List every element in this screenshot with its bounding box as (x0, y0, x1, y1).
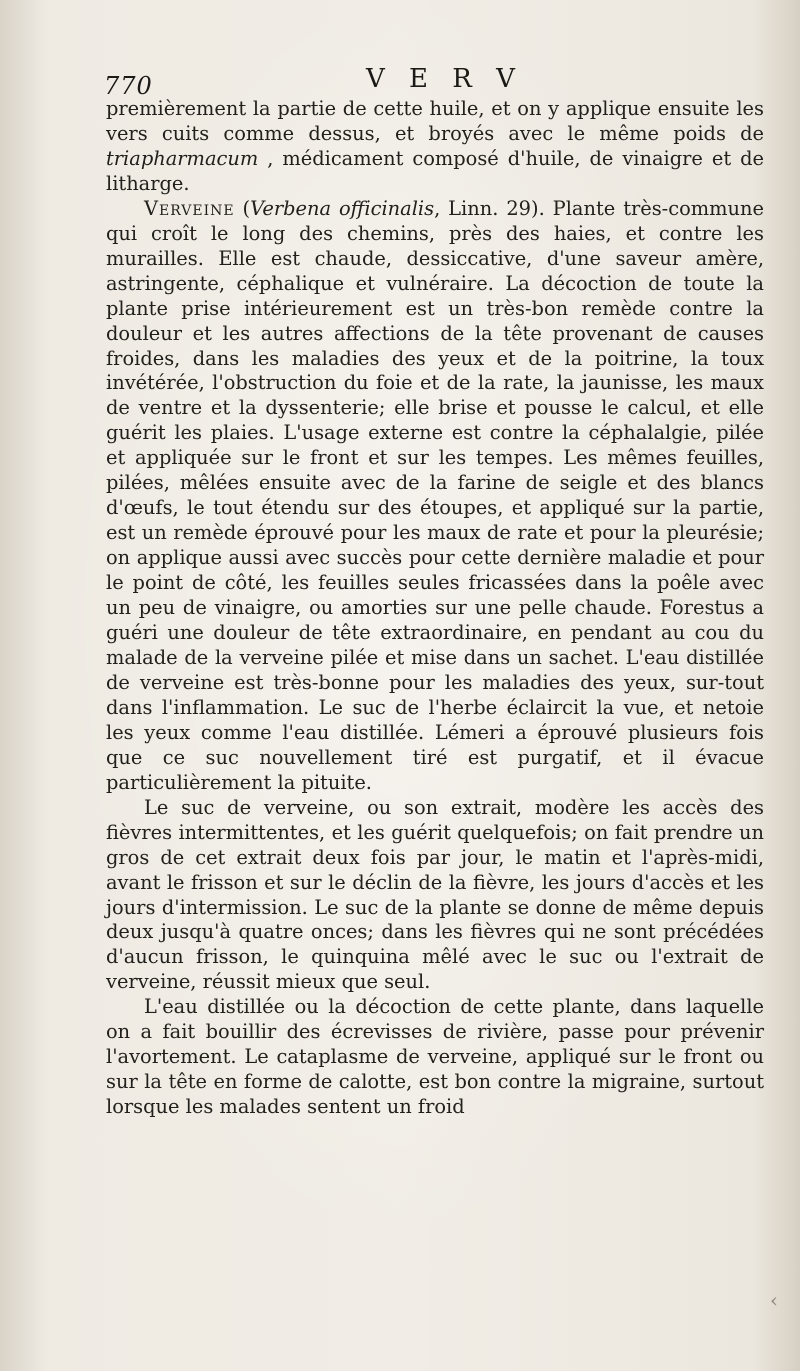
paragraph-text: premièrement la partie de cette huile, et on y applique ensuite les vers cuits comme dessus, et broyés avec le même poids de (106, 97, 764, 145)
margin-mark: ‹ (770, 1288, 778, 1312)
page-number: 770 (104, 72, 153, 100)
paragraph-text: Le suc de verveine, ou son extrait, modère les accès des fièvres intermittentes, et les guérit quelquefois; on fait prendre un gros de cet extrait deux fois par jour, le matin et l'après-midi, avant le frisson et sur le déclin de la fièvre, les jours d'accès et les jours d'intermission. Le suc de la plante se donne de même depuis deux jusqu'à quatre onces; dans les fièvres qui ne sont précédées d'aucun frisson, le quinquina mêlé avec le suc ou l'extrait de verveine, réussit mieux que seul. (106, 795, 764, 994)
italic-term: triapharmacum (106, 146, 259, 170)
paragraph-text: Linn. 29). Plante très-commune qui croît le long des chemins, près des haies, et contre les murailles. Elle est chaude, dessiccative, d'une saveur amère, astringente, céphalique et vulnéraire. La décoction de toute la plante prise intérieurement est un très-bon remède contre la douleur et les autres affections de la tête provenant de causes froides, dans les maladies des yeux et de la poitrine, la toux invétérée, l'obstruction du foie et de la rate, la jaunisse, les maux de ventre et la dyssenterie; elle brise et pousse le calcul, et elle guérit les plaies. L'usage externe est contre la céphalalgie, pilée et appliquée sur le front et sur les tempes. Les mêmes feuilles, pilées, mêlées ensuite avec de la farine de seigle et des blancs d'œufs, le tout étendu sur des étoupes, et appliqué sur la partie, est un remède éprouvé pour les maux de rate et pour la pleurésie; on applique aussi avec succès pour cette dernière maladie et pour le point de côté, les feuilles seules fricassées dans la poêle avec un peu de vinaigre, ou amorties sur une pelle chaude. Forestus a guéri une douleur de tête extraordinaire, en pendant au cou du malade de la verveine pilée et mise dans un sachet. L'eau distillée de verveine est très-bonne pour les maladies des yeux, sur-tout dans l'inflammation. Le suc de l'herbe éclaircit la vue, et netoie les yeux comme l'eau distillée. Lémeri a éprouvé plusieurs fois que ce suc nouvellement tiré est purgatif, et il évacue particulièrement la pituite. (106, 196, 764, 794)
header-title: V E R V (366, 64, 523, 94)
entry-paragraph: Verveine (Verbena officinalis, Linn. 29). Plante très-commune qui croît le long des chemins, près des haies, et contre les murailles. Elle est chaude, dessiccative, d'une saveur amère, astringente, céphalique et vulnéraire. La décoction de toute la plante prise intérieurement est un très-bon remède contre la douleur et les autres affections de la tête provenant de causes froides, dans les maladies des yeux et de la poitrine, la toux invétérée, l'obstruction du foie et de la rate, la jaunisse, les maux de ventre et la dyssenterie; elle brise et pousse le calcul, et elle guérit les plaies. L'usage externe est contre la céphalalgie, pilée et appliquée sur le front et sur les tempes. Les mêmes feuilles, pilées, mêlées ensuite avec de la farine de seigle et des blancs d'œufs, le tout étendu sur des étoupes, et appliqué sur la partie, est un remède éprouvé pour les maux de rate et pour la pleurésie; on applique aussi avec succès pour cette dernière maladie et pour le point de côté, les feuilles seules fricassées dans la poêle avec un peu de vinaigre, ou amorties sur une pelle chaude. Forestus a guéri une douleur de tête extraordinaire, en pendant au cou du malade de la verveine pilée et mise dans un sachet. L'eau distillée de verveine est très-bonne pour les maladies des yeux, sur-tout dans l'inflammation. Le suc de l'herbe éclaircit la vue, et netoie les yeux comme l'eau distillée. Lémeri a éprouvé plusieurs fois que ce suc nouvellement tiré est purgatif, et il évacue particulièrement la pituite. (106, 196, 764, 794)
entry-heading: Verveine (144, 196, 235, 220)
latin-name: Verbena officinalis (250, 196, 435, 220)
paragraph-text: , médicament composé d'huile, de vinaigre et de litharge. (106, 146, 764, 195)
running-head (104, 62, 764, 100)
body-text (106, 97, 764, 1120)
continuation-paragraph (106, 97, 764, 197)
paragraph-text: L'eau distillée ou la décoction de cette plante, dans laquelle on a fait bouillir des écrevisses de rivière, passe pour prévenir l'avortement. Le cataplasme de verveine, appliqué sur le front ou sur la tête en forme de calotte, est bon contre la migraine, surtout lorsque les malades sentent un froid (106, 995, 764, 1119)
paragraph (106, 995, 764, 1120)
paragraph (106, 796, 764, 996)
